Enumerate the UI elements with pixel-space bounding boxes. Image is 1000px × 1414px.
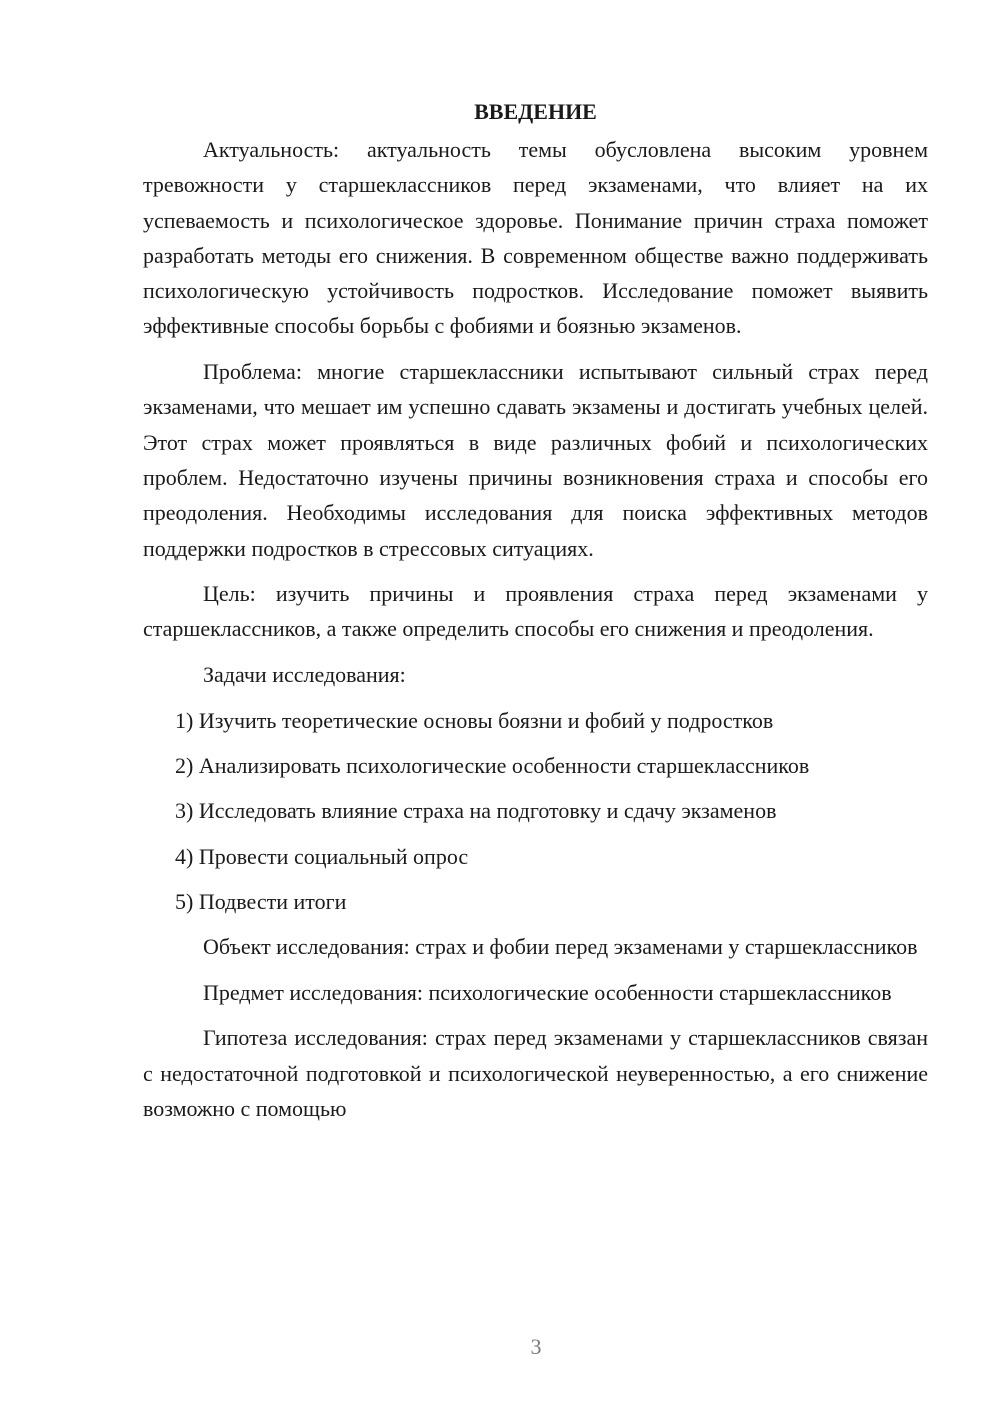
tasks-list xyxy=(143,703,928,919)
paragraph-problem: Проблема: многие старшеклассники испытывают сильный страх перед экзаменами, что мешает им успешно сдавать экзамены и достигать учебных целей. Этот страх может проявляться в виде различных фобий и психологических проблем. Недостаточно изучены причины возникновения страха и способы его преодоления. Необходимы исследования для поиска эффективных методов поддержки подростков в стрессовых ситуациях. xyxy=(143,359,928,561)
document-page xyxy=(143,94,928,1137)
page-title: ВВЕДЕНИЕ xyxy=(474,99,597,124)
list-item: 1) Изучить теоретические основы боязни и фобий у подростков xyxy=(175,707,774,733)
list-item: 3) Исследовать влияние страха на подготовку и сдачу экзаменов xyxy=(175,798,777,824)
tasks-heading: Задачи исследования: xyxy=(203,662,406,688)
paragraph-object: Объект исследования: страх и фобии перед экзаменами у старшеклассников xyxy=(203,934,918,960)
list-item: 5) Подвести итоги xyxy=(175,888,347,914)
page-number: 3 xyxy=(530,1334,542,1359)
paragraph-relevance: Актуальность: актуальность темы обусловлена высоким уровнем тревожности у старшеклассников перед экзаменами, что влияет на их успеваемость и психологическое здоровье. Понимание причин страха поможет разработать методы его снижения. В современном обществе важно поддерживать психологическую устойчивость подростков. Исследование поможет выявить эффективные способы борьбы с фобиями и боязнью экзаменов. xyxy=(143,137,928,339)
paragraph-subject: Предмет исследования: психологические особенности старшеклассников xyxy=(203,979,892,1005)
paragraph-goal: Цель: изучить причины и проявления страха перед экзаменами у старшеклассников, а также определить способы его снижения и преодоления. xyxy=(143,581,928,642)
list-item: 4) Провести социальный опрос xyxy=(175,843,469,869)
paragraph-hypothesis: Гипотеза исследования: страх перед экзаменами у старшеклассников связан с недостаточной подготовкой и психологической неуверенностью, а его снижение возможно с помощью xyxy=(143,1025,928,1121)
list-item: 2) Анализировать психологические особенности старшеклассников xyxy=(175,752,810,778)
